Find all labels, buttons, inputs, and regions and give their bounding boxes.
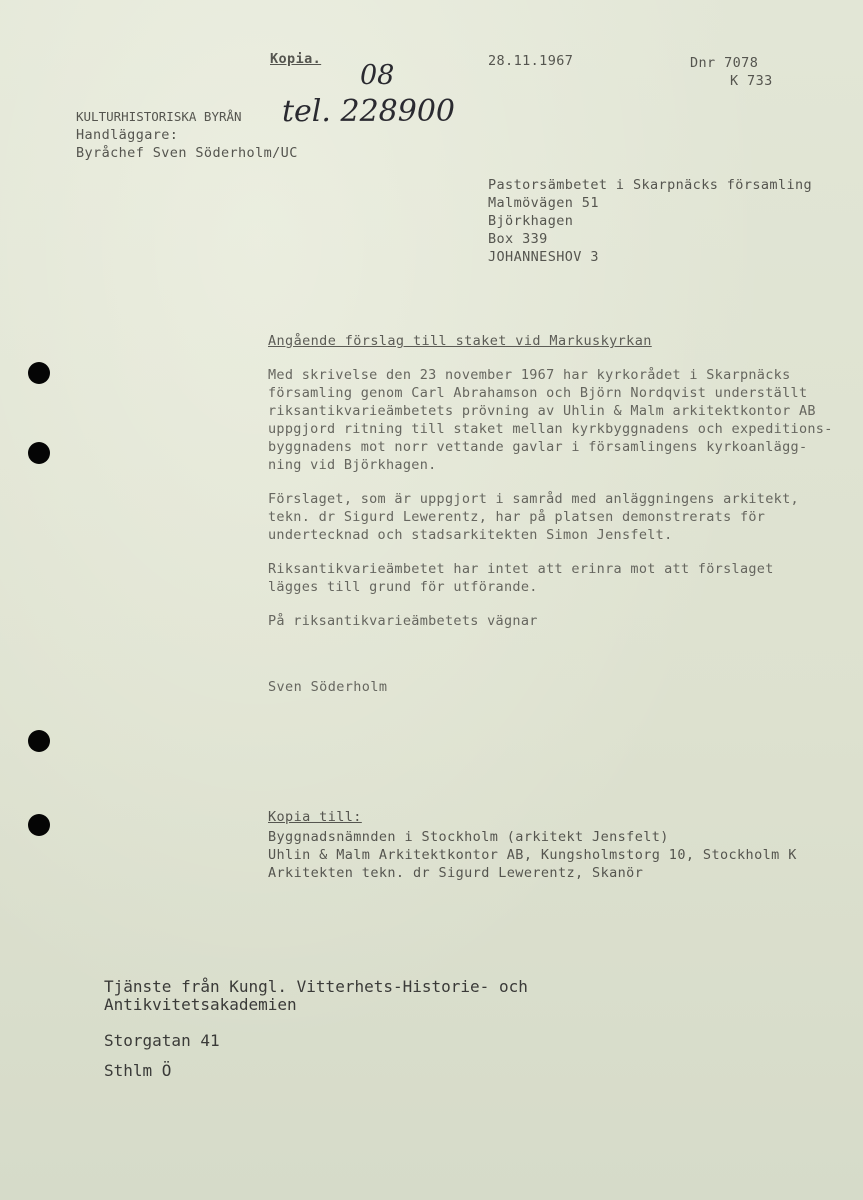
body-line: lägges till grund för utförande.	[268, 579, 538, 595]
copies-list	[268, 828, 797, 882]
sender-block	[76, 108, 298, 162]
body-line: Med skrivelse den 23 november 1967 har kyrkorådet i Skarpnäcks	[268, 367, 791, 383]
punch-hole-3	[28, 730, 50, 752]
copy-recipient: Arkitekten tekn. dr Sigurd Lewerentz, Skanör	[268, 865, 644, 881]
punch-hole-2	[28, 442, 50, 464]
punch-hole-1	[28, 362, 50, 384]
body-paragraph-4	[268, 612, 838, 630]
handwritten-phone: tel. 228900	[282, 94, 455, 129]
handler-name: Byråchef Sven Söderholm/UC	[76, 145, 298, 161]
body-line: Förslaget, som är uppgjort i samråd med anläggningens arkitekt,	[268, 491, 799, 507]
body-line: församling genom Carl Abrahamson och Björn Nordqvist underställt	[268, 385, 808, 401]
body-line: undertecknad och stadsarkitekten Simon Jensfelt.	[268, 527, 673, 543]
body-line: ning vid Björkhagen.	[268, 457, 437, 473]
stamp-line: Antikvitetsakademien	[104, 995, 297, 1014]
body-line: Riksantikvarieämbetet har intet att erinra mot att förslaget	[268, 561, 774, 577]
recipient-line: Box 339	[488, 231, 548, 247]
handler-label: Handläggare:	[76, 127, 179, 143]
body-line: uppgjord ritning till staket mellan kyrkbyggnadens och expeditions-	[268, 421, 833, 437]
copies-label: Kopia till:	[268, 809, 362, 825]
recipient-address	[488, 176, 812, 266]
signature: Sven Söderholm	[268, 679, 388, 695]
recipient-line: JOHANNESHOV 3	[488, 249, 599, 265]
letter-date: 28.11.1967	[488, 53, 574, 69]
stamp-line: Storgatan 41	[104, 1031, 220, 1050]
body-paragraph-2	[268, 490, 838, 544]
body-paragraph-1	[268, 366, 838, 474]
institution-stamp	[104, 974, 528, 1084]
kopia-label: Kopia.	[270, 51, 322, 67]
body-line: På riksantikvarieämbetets vägnar	[268, 613, 538, 629]
copy-recipient: Byggnadsnämnden i Stockholm (arkitekt Jensfelt)	[268, 829, 669, 845]
reference-number: K 733	[730, 73, 773, 89]
recipient-line: Pastorsämbetet i Skarpnäcks församling	[488, 177, 813, 193]
body-line: riksantikvarieämbetets prövning av Uhlin & Malm arkitektkontor AB	[268, 403, 816, 419]
punch-hole-4	[28, 814, 50, 836]
stamp-line: Sthlm Ö	[104, 1061, 172, 1080]
diary-number: Dnr 7078	[690, 55, 759, 71]
handwritten-area-code: 08	[360, 60, 395, 91]
letter-body	[268, 366, 838, 646]
recipient-line: Björkhagen	[488, 213, 574, 229]
stamp-line: Tjänste från Kungl. Vitterhets-Historie- och	[104, 977, 528, 996]
recipient-line: Malmövägen 51	[488, 195, 599, 211]
sender-office: KULTURHISTORISKA BYRÅN	[76, 109, 242, 124]
body-line: byggnadens mot norr vettande gavlar i församlingens kyrkoanlägg-	[268, 439, 808, 455]
letter-subject: Angående förslag till staket vid Markuskyrkan	[268, 333, 652, 349]
body-paragraph-3	[268, 560, 838, 596]
copy-recipient: Uhlin & Malm Arkitektkontor AB, Kungsholmstorg 10, Stockholm K	[268, 847, 797, 863]
body-line: tekn. dr Sigurd Lewerentz, har på platsen demonstrerats för	[268, 509, 766, 525]
